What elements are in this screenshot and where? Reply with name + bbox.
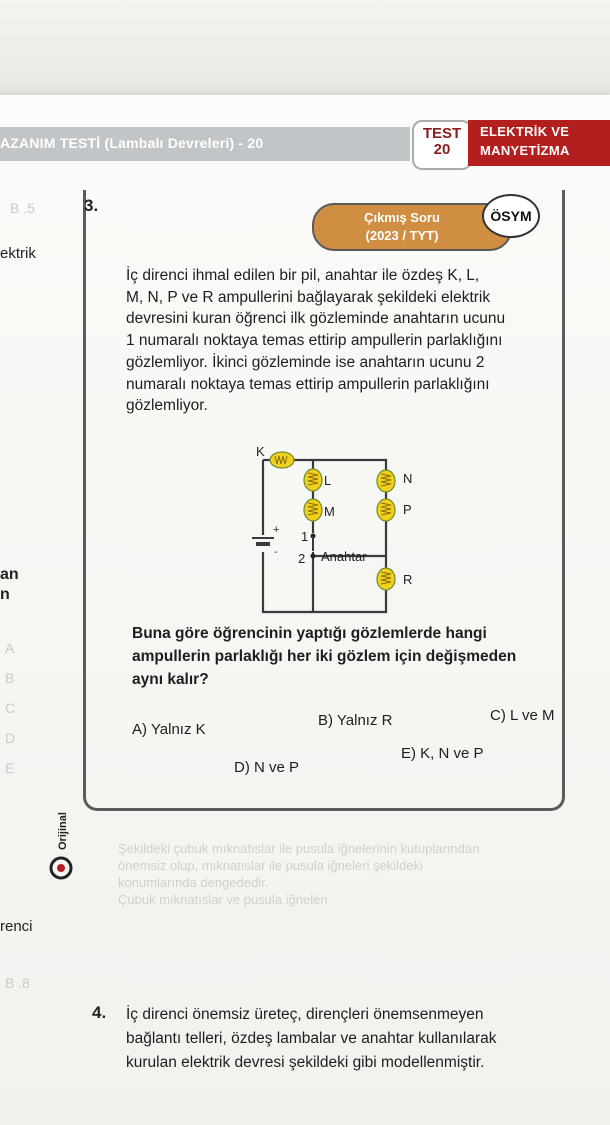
ghost-mark: A [5,640,15,656]
subject-line-1: ELEKTRİK VE [480,124,570,139]
stem-line: 1 numaralı noktaya temas ettirip ampullerin parlaklığını [126,332,503,350]
stem-line: İç direnci önemsiz üreteç, dirençleri önemsenmeyen [126,1006,484,1023]
stem-line: devresini kuran öğrenci ilk gözleminde anahtarın ucunu [126,310,506,328]
stem-line: gözlemliyor. [126,397,208,415]
option-a[interactable]: A) Yalnız K [132,721,206,738]
test-number: 20 [433,141,451,158]
option-e[interactable]: E) K, N ve P [401,745,484,762]
circuit-diagram [240,440,430,625]
bulb-l-icon [304,469,322,491]
ghost-mark: B .5 [10,200,35,216]
label-p: P [403,502,412,517]
publisher-name: Orijinal [57,812,69,850]
bulb-p-icon [377,499,395,521]
bulb-m-icon [304,499,322,521]
subject-line-2: MANYETİZMA [480,143,570,158]
question-4-stem [126,1003,556,1075]
option-b[interactable]: B) Yalnız R [318,712,393,729]
osym-badge: ÖSYM [482,194,540,238]
switch-point-2: 2 [298,551,306,566]
bulb-r-icon [377,568,395,590]
bulb-n-icon [377,470,395,492]
sidebar-fragment-2: an [0,566,19,583]
test-title: AZANIM TESTİ (Lambalı Devreleri) - 20 [0,135,264,151]
battery-minus-sign: - [274,547,278,558]
question-4-number: 4. [92,1003,107,1022]
stem-line: kurulan elektrik devresi şekildeki gibi modellenmiştir. [126,1054,485,1071]
prompt-line: aynı kalır? [132,671,209,688]
prompt-line: ampullerin parlaklığı her iki gözlem için değişmeden [132,648,517,665]
ribbon-year: (2023 / TYT) [365,228,439,243]
ghost-mark: B [5,670,15,686]
contact-point-2 [311,554,316,559]
bulb-k-icon [270,452,294,468]
stem-line: gözlemliyor. İkinci gözleminde ise anahtarın ucunu 2 [126,353,485,371]
option-c[interactable]: C) L ve M [490,707,555,724]
header-bar [0,127,410,161]
sidebar-fragment-4: renci [0,918,33,935]
ribbon-title: Çıkmış Soru [364,210,440,225]
ghost-mark: B .8 [5,975,30,991]
label-n: N [403,471,413,486]
question-3-prompt [132,622,552,691]
subject-banner [468,120,610,166]
test-label: TEST [422,125,462,142]
label-r: R [403,572,413,587]
ghost-mark: D [5,730,16,746]
question-3-number: 3. [84,196,99,215]
option-d[interactable]: D) N ve P [234,759,300,776]
sidebar-fragment-1: ektrik [0,245,36,262]
publisher-logo [48,790,74,880]
stem-line: M, N, P ve R ampullerini bağlayarak şekildeki elektrik [126,288,491,306]
switch-label: Anahtar [321,549,367,564]
ghost-mark: E [5,760,15,776]
test-badge [412,120,472,170]
sidebar-fragment-3: n [0,586,10,603]
label-k: K [256,444,265,459]
prompt-line: Buna göre öğrencinin yaptığı gözlemlerde hangi [132,625,487,642]
label-l: L [324,473,332,488]
stem-line: numaralı noktaya temas ettirip ampullerin parlaklığını [126,375,490,393]
switch-point-1: 1 [301,529,309,544]
question-3-stem [126,265,536,417]
table-background [0,0,610,110]
stem-line: bağlantı telleri, özdeş lambalar ve anahtar kullanılarak [126,1030,497,1047]
bleed-through-text: Şekildeki çubuk mıknatıslar ile pusula iğnelerinin kutuplarından önemsiz olup, mıknatıslar ile pusula iğneleri şekildeki konumlarında dengededir. Çubuk mıknatıslar ve pusula iğneleri [118,841,480,907]
ghost-mark: C [5,700,16,716]
stem-line: İç direnci ihmal edilen bir pil, anahtar ile özdeş K, L, [126,267,480,284]
battery-plus-sign: + [273,524,280,536]
label-m: M [324,504,335,519]
